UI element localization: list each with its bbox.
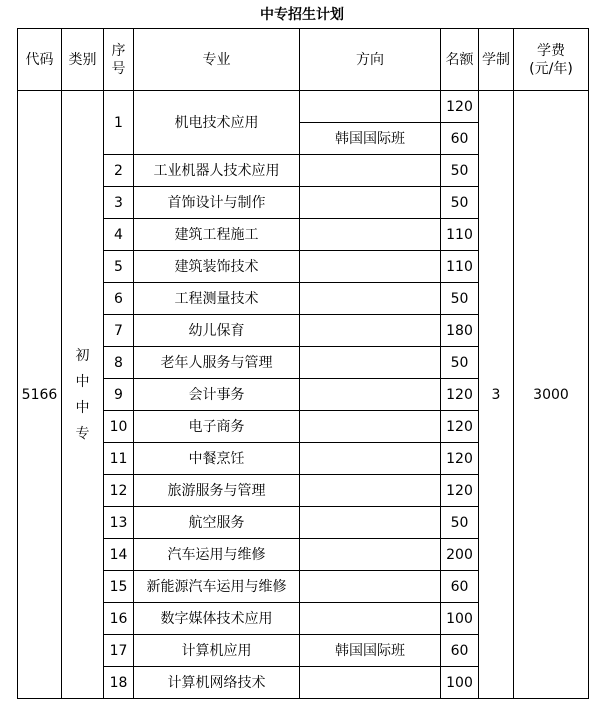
quota-cell: 60 xyxy=(441,123,479,155)
header-fee-line1: 学费 xyxy=(537,42,565,59)
seq-cell: 3 xyxy=(104,187,134,219)
header-direction: 方向 xyxy=(300,29,441,91)
header-category: 类别 xyxy=(62,29,104,91)
quota-cell: 50 xyxy=(441,347,479,379)
direction-cell xyxy=(300,411,441,443)
major-cell: 工程测量技术 xyxy=(134,283,300,315)
quota-cell: 200 xyxy=(441,539,479,571)
seq-cell: 8 xyxy=(104,347,134,379)
quota-cell: 120 xyxy=(441,379,479,411)
seq-cell: 12 xyxy=(104,475,134,507)
direction-cell xyxy=(300,475,441,507)
major-cell: 幼儿保育 xyxy=(134,315,300,347)
quota-cell: 60 xyxy=(441,635,479,667)
seq-cell: 18 xyxy=(104,667,134,699)
header-code: 代码 xyxy=(18,29,62,91)
direction-cell xyxy=(300,379,441,411)
direction-cell xyxy=(300,91,441,123)
header-seq xyxy=(104,29,134,91)
major-cell: 新能源汽车运用与维修 xyxy=(134,571,300,603)
quota-cell: 110 xyxy=(441,251,479,283)
code-cell: 5166 xyxy=(18,91,62,699)
seq-cell: 17 xyxy=(104,635,134,667)
major-cell: 旅游服务与管理 xyxy=(134,475,300,507)
header-seq-line1: 序 xyxy=(111,42,126,59)
category-char: 中 xyxy=(75,373,90,390)
quota-cell: 60 xyxy=(441,571,479,603)
quota-cell: 100 xyxy=(441,667,479,699)
quota-cell: 50 xyxy=(441,187,479,219)
header-fee xyxy=(514,29,589,91)
major-cell: 汽车运用与维修 xyxy=(134,539,300,571)
major-cell: 计算机应用 xyxy=(134,635,300,667)
header-row xyxy=(18,29,589,91)
major-cell: 会计事务 xyxy=(134,379,300,411)
seq-cell: 15 xyxy=(104,571,134,603)
quota-cell: 100 xyxy=(441,603,479,635)
major-cell: 航空服务 xyxy=(134,507,300,539)
direction-cell xyxy=(300,219,441,251)
direction-cell xyxy=(300,283,441,315)
seq-cell: 4 xyxy=(104,219,134,251)
direction-cell xyxy=(300,507,441,539)
major-cell: 建筑工程施工 xyxy=(134,219,300,251)
page-title: 中专招生计划 xyxy=(260,7,344,23)
direction-cell xyxy=(300,667,441,699)
seq-cell: 13 xyxy=(104,507,134,539)
seq-cell: 14 xyxy=(104,539,134,571)
quota-cell: 50 xyxy=(441,507,479,539)
major-cell: 机电技术应用 xyxy=(134,91,300,155)
seq-cell: 10 xyxy=(104,411,134,443)
enrollment-plan-table xyxy=(17,28,589,699)
category-char: 中 xyxy=(75,399,90,416)
direction-cell xyxy=(300,571,441,603)
table-row xyxy=(18,91,589,123)
direction-cell xyxy=(300,539,441,571)
seq-cell: 11 xyxy=(104,443,134,475)
major-cell: 中餐烹饪 xyxy=(134,443,300,475)
quota-cell: 120 xyxy=(441,411,479,443)
quota-cell: 110 xyxy=(441,219,479,251)
direction-cell xyxy=(300,347,441,379)
seq-cell: 7 xyxy=(104,315,134,347)
header-fee-line2: (元/年) xyxy=(529,60,573,77)
category-char: 专 xyxy=(75,425,90,442)
direction-cell xyxy=(300,187,441,219)
direction-cell xyxy=(300,603,441,635)
header-duration: 学制 xyxy=(479,29,514,91)
seq-cell: 16 xyxy=(104,603,134,635)
major-cell: 首饰设计与制作 xyxy=(134,187,300,219)
category-char: 初 xyxy=(75,347,90,364)
major-cell: 老年人服务与管理 xyxy=(134,347,300,379)
seq-cell: 6 xyxy=(104,283,134,315)
major-cell: 数字媒体技术应用 xyxy=(134,603,300,635)
quota-cell: 120 xyxy=(441,91,479,123)
major-cell: 电子商务 xyxy=(134,411,300,443)
quota-cell: 50 xyxy=(441,283,479,315)
major-cell: 计算机网络技术 xyxy=(134,667,300,699)
quota-cell: 180 xyxy=(441,315,479,347)
major-cell: 建筑装饰技术 xyxy=(134,251,300,283)
quota-cell: 120 xyxy=(441,475,479,507)
direction-cell xyxy=(300,443,441,475)
quota-cell: 50 xyxy=(441,155,479,187)
header-seq-line2: 号 xyxy=(111,60,126,77)
fee-cell: 3000 xyxy=(514,91,589,699)
seq-cell: 2 xyxy=(104,155,134,187)
direction-cell: 韩国国际班 xyxy=(300,635,441,667)
quota-cell: 120 xyxy=(441,443,479,475)
category-cell xyxy=(62,91,104,699)
direction-cell xyxy=(300,315,441,347)
major-cell: 工业机器人技术应用 xyxy=(134,155,300,187)
direction-cell xyxy=(300,251,441,283)
seq-cell: 9 xyxy=(104,379,134,411)
header-major: 专业 xyxy=(134,29,300,91)
direction-cell xyxy=(300,155,441,187)
header-quota: 名额 xyxy=(441,29,479,91)
seq-cell: 5 xyxy=(104,251,134,283)
duration-cell: 3 xyxy=(479,91,514,699)
seq-cell: 1 xyxy=(104,91,134,155)
direction-cell: 韩国国际班 xyxy=(300,123,441,155)
